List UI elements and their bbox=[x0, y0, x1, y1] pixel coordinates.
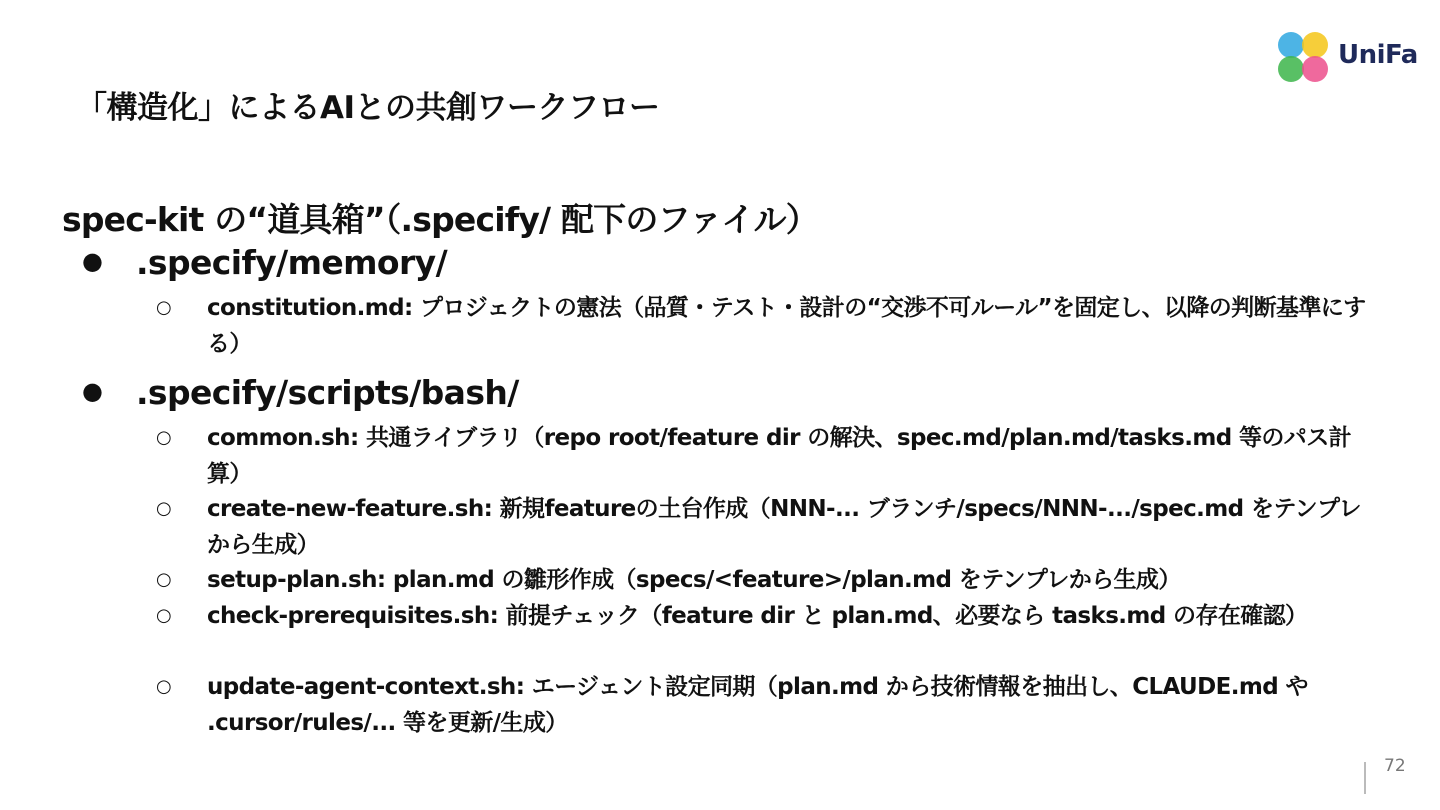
bullet-circle-icon: ○ bbox=[156, 676, 172, 697]
unifa-logo bbox=[1276, 30, 1416, 86]
unifa-logo-icon bbox=[1276, 30, 1332, 86]
sub-item-text: create-new-feature.sh: 新規featureの土台作成（NNN-... ブランチ/specs/NNN-.../spec.md をテンプレから生成） bbox=[207, 496, 1361, 558]
sub-item-text: constitution.md: プロジェクトの憲法（品質・テスト・設計の“交渉不可ルール”を固定し、以降の判断基準にする） bbox=[207, 295, 1366, 357]
slide-title: 「構造化」によるAIとの共創ワークフロー bbox=[76, 90, 660, 126]
sub-item-text: check-prerequisites.sh: 前提チェック（feature dir と plan.md、必要なら tasks.md の存在確認） bbox=[207, 603, 1308, 629]
bullet-circle-icon: ○ bbox=[156, 569, 172, 590]
sub-item-create-new-feature-sh bbox=[0, 491, 1440, 562]
sub-item-check-prerequisites-sh bbox=[0, 598, 1440, 669]
logo-wordmark: UniFa bbox=[1338, 40, 1418, 70]
page-number-divider bbox=[1364, 762, 1366, 794]
sub-item-constitution bbox=[0, 290, 1440, 370]
bullet-dot-icon: ● bbox=[82, 377, 103, 405]
sub-item-text: setup-plan.sh: plan.md の雛形作成（specs/<feature>/plan.md をテンプレから生成） bbox=[207, 567, 1181, 593]
sub-item-setup-plan-sh bbox=[0, 562, 1440, 598]
bullet-circle-icon: ○ bbox=[156, 427, 172, 448]
bullet-circle-icon: ○ bbox=[156, 605, 172, 626]
page-number: 72 bbox=[1384, 756, 1406, 776]
tool-list bbox=[0, 240, 1440, 741]
list-item-memory bbox=[0, 240, 1440, 290]
sub-item-text: common.sh: 共通ライブラリ（repo root/feature dir の解決、spec.md/plan.md/tasks.md 等のパス計算） bbox=[207, 425, 1351, 487]
bullet-dot-icon: ● bbox=[82, 247, 103, 275]
sub-item-text: update-agent-context.sh: エージェント設定同期（plan.md から技術情報を抽出し、CLAUDE.md や .cursor/rules/... 等を更新/生成） bbox=[207, 674, 1308, 736]
list-item-label: .specify/scripts/bash/ bbox=[136, 373, 519, 412]
bullet-circle-icon: ○ bbox=[156, 297, 172, 318]
bullet-circle-icon: ○ bbox=[156, 498, 172, 519]
section-heading: spec-kit の“道具箱”（.specify/ 配下のファイル） bbox=[62, 200, 818, 239]
list-item-scripts-bash bbox=[0, 370, 1440, 420]
sub-item-common-sh bbox=[0, 420, 1440, 491]
list-item-label: .specify/memory/ bbox=[136, 243, 448, 282]
sub-item-update-agent-context-sh bbox=[0, 669, 1440, 741]
